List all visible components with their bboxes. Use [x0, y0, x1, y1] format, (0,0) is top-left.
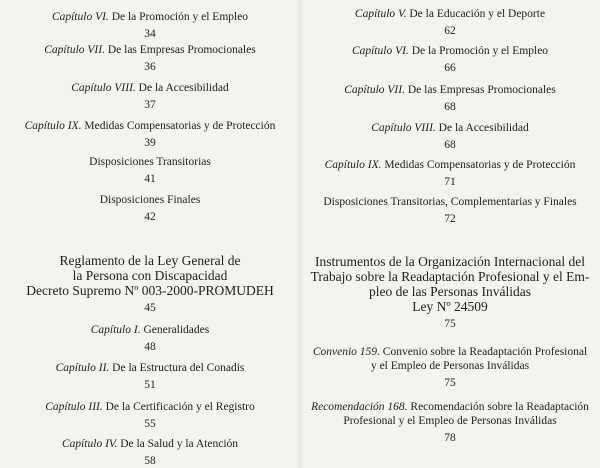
section-heading-line: Trabajo sobre la Readaptación Profesional y el Em- — [310, 269, 590, 284]
chapter-label: Capítulo I. — [90, 324, 141, 336]
toc-entry — [0, 10, 300, 41]
toc-entry — [300, 158, 600, 189]
page-number: 37 — [144, 99, 156, 111]
toc-entry — [300, 195, 600, 226]
page-number: 39 — [144, 137, 156, 149]
recommendation-title-line: Recomendación sobre la Readaptación — [410, 401, 589, 413]
toc-entry — [0, 437, 300, 468]
page-number: 48 — [144, 341, 156, 353]
toc-entry — [0, 43, 300, 74]
page-number: 75 — [444, 318, 456, 330]
toc-entry — [0, 323, 300, 354]
chapter-label: Capítulo VI. — [51, 11, 109, 23]
chapter-label: Capítulo VII. — [44, 44, 105, 56]
section-heading-line: Ley Nº 24509 — [412, 299, 488, 314]
page-number: 34 — [144, 28, 156, 40]
convention-title-line: Convenio sobre la Readaptación Profesional — [382, 346, 588, 358]
page-number: 68 — [444, 139, 456, 151]
recommendation-label: Recomendación 168. — [311, 401, 408, 413]
chapter-label: Capítulo III. — [45, 401, 103, 413]
section-heading-line: Decreto Supremo Nº 003-2000-PROMUDEH — [26, 283, 274, 298]
chapter-label: Capítulo VIII. — [371, 122, 436, 134]
chapter-label: Capítulo V. — [354, 8, 407, 20]
page-number: 51 — [144, 379, 156, 391]
chapter-label: Capítulo VII. — [344, 84, 405, 96]
chapter-label: Capítulo VIII. — [71, 82, 136, 94]
toc-entry — [0, 81, 300, 112]
page-number: 45 — [144, 302, 156, 314]
chapter-title: De la Educación y el Deporte — [409, 8, 546, 20]
toc-entry — [300, 345, 600, 390]
chapter-label: Capítulo II. — [55, 362, 110, 374]
page-number: 42 — [144, 211, 156, 223]
chapter-title: De la Salud y la Atención — [120, 438, 239, 450]
chapter-title: De la Accesibilidad — [138, 82, 229, 94]
page-number: 75 — [444, 377, 456, 389]
toc-entry — [0, 361, 300, 392]
chapter-title: De la Promoción y el Empleo — [411, 45, 549, 57]
page-number: 71 — [444, 176, 456, 188]
chapter-title: Disposiciones Transitorias — [89, 156, 211, 168]
page-number: 36 — [144, 61, 156, 73]
page-number: 55 — [144, 418, 156, 430]
chapter-title: De la Promoción y el Empleo — [111, 11, 249, 23]
page-number: 62 — [444, 25, 456, 37]
chapter-label: Capítulo IX. — [24, 120, 82, 132]
page-number: 66 — [444, 62, 456, 74]
chapter-title: De la Accesibilidad — [438, 122, 529, 134]
section-heading-line: pleo de las Personas Inválidas — [369, 284, 531, 299]
page-number: 58 — [144, 455, 156, 467]
chapter-label: Capítulo IX. — [324, 159, 382, 171]
recommendation-title-line: Profesional y el Empleo de Personas Inválidas — [343, 415, 557, 427]
page-number: 78 — [444, 432, 456, 444]
section-heading — [0, 253, 300, 316]
chapter-title: De la Certificación y el Registro — [105, 401, 255, 413]
chapter-title: De las Empresas Promocionales — [107, 44, 256, 56]
section-heading-line: la Persona con Discapacidad — [72, 268, 228, 283]
toc-entry — [300, 7, 600, 38]
page-number: 41 — [144, 173, 156, 185]
chapter-title: De las Empresas Promocionales — [407, 84, 556, 96]
chapter-label: Capítulo IV. — [61, 438, 118, 450]
toc-entry — [300, 121, 600, 152]
section-heading-line: Instrumentos de la Organización Internacional del — [314, 254, 586, 269]
chapter-title: Disposiciones Finales — [99, 194, 201, 206]
chapter-title: Disposiciones Transitorias, Complementarias y Finales — [323, 196, 577, 208]
section-heading — [300, 254, 600, 332]
toc-entry — [0, 193, 300, 224]
chapter-title: Medidas Compensatorias y de Protección — [84, 120, 276, 132]
chapter-title: De la Estructura del Conadis — [112, 362, 245, 374]
toc-entry — [0, 155, 300, 186]
toc-entry — [300, 44, 600, 75]
toc-entry — [300, 400, 600, 445]
convention-title-line: y el Empleo de Personas Inválidas — [370, 360, 530, 372]
right-page — [300, 0, 600, 468]
toc-entry — [0, 119, 300, 150]
toc-entry — [0, 400, 300, 431]
page-number: 72 — [444, 213, 456, 225]
section-heading-line: Reglamento de la Ley General de — [59, 253, 241, 268]
chapter-title: Medidas Compensatorias y de Protección — [384, 159, 576, 171]
chapter-label: Capítulo VI. — [351, 45, 409, 57]
convention-label: Convenio 159. — [312, 346, 380, 358]
page-number: 68 — [444, 101, 456, 113]
chapter-title: Generalidades — [143, 324, 210, 336]
toc-entry — [300, 83, 600, 114]
